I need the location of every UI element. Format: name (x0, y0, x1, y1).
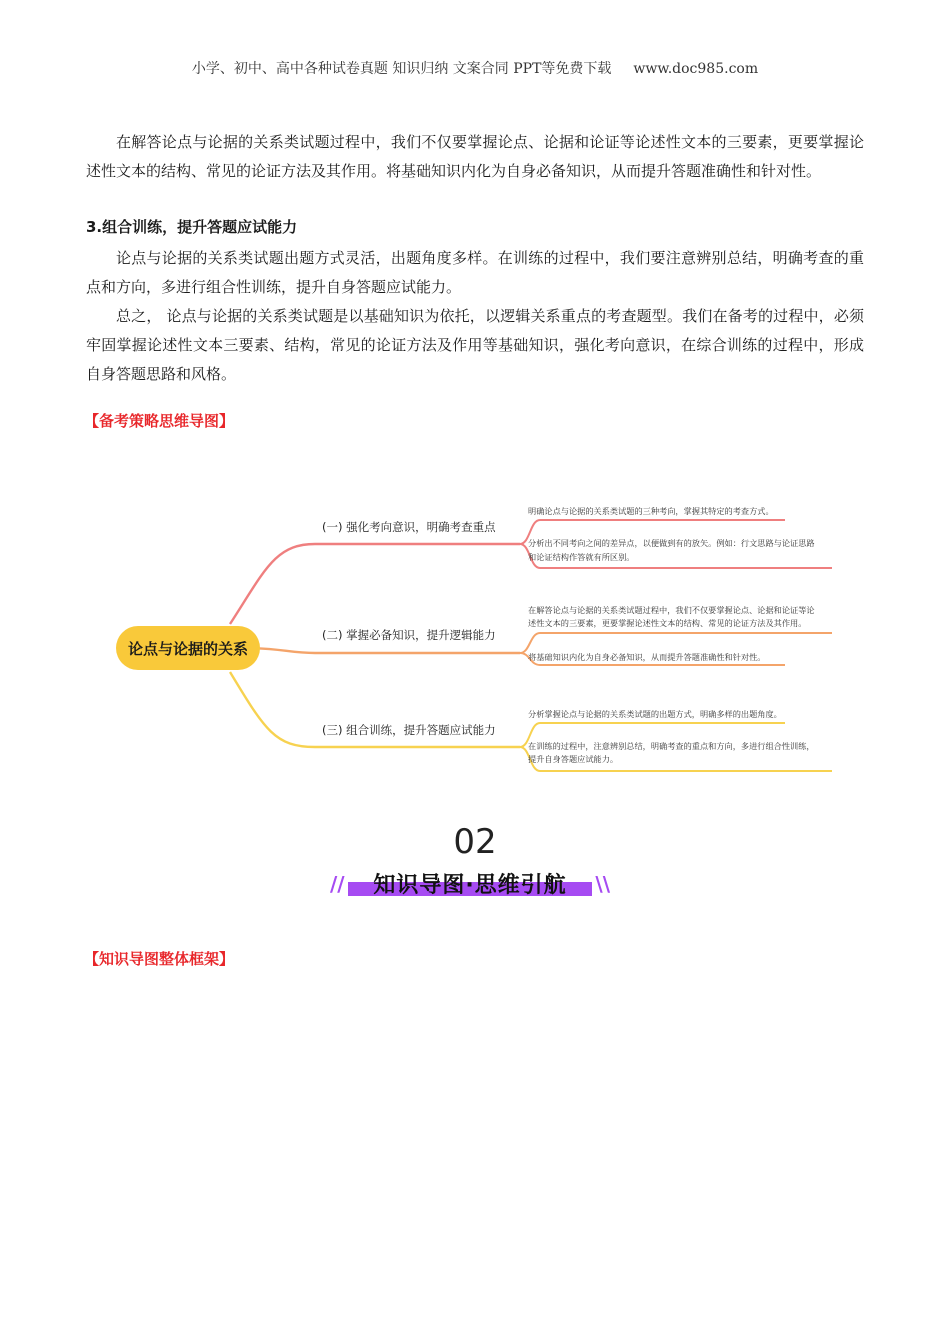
header-text: 小学、初中、高中各种试卷真题 知识归纳 文案合同 PPT等免费下载 (191, 61, 612, 77)
paragraph-2: 论点与论据的关系类试题出题方式灵活，出题角度多样。在训练的过程中，我们要注意辨别总结，明确考查的重点和方向，多进行组合性训练，提升自身答题应试能力。 (86, 249, 864, 296)
paragraph-3: 总之， 论点与论据的关系类试题是以基础知识为依托，以逻辑关系重点的考查题型。我们在备考的过程中，必须牢固掌握论述性文本三要素、结构，常见的论证方法及作用等基础知识，强化考向意识，在综合训练的过程中，形成自身答题思路和风格。 (86, 307, 864, 383)
section-number: 02 (453, 822, 497, 862)
leaf-2-2-line-1: 将基础知识内化为自身必备知识，从而提升答题准确性和针对性。 (528, 652, 766, 662)
section-title: 知识导图·思维引航 (373, 873, 567, 898)
leaf-1-2-line-1: 分析出不同考向之间的差异点，以便做到有的放矢。例如：行文思路与论证思路 (528, 538, 815, 548)
paragraph-1: 在解答论点与论据的关系类试题过程中，我们不仅要掌握论点、论据和论证等论述性文本的三要素，更要掌握论述性文本的结构、常见的论证方法及其作用。将基础知识内化为自身必备知识，从而提升答题准确性和针对性。 (86, 133, 864, 180)
leaf-3-1-line-1: 分析掌握论点与论据的关系类试题的出题方式，明确多样的出题角度。 (528, 709, 782, 719)
header-site: www.doc985.com (633, 61, 759, 77)
heading-3: 3.组合训练，提升答题应试能力 (86, 218, 298, 236)
branch-2-label: (二) 掌握必备知识，提升逻辑能力 (322, 628, 496, 642)
leaf-1-1-line-1: 明确论点与论据的关系类试题的三种考向，掌握其特定的考查方式。 (528, 506, 774, 516)
branch-1-connector (230, 544, 520, 624)
leaf-3-2-line-1: 在训练的过程中，注意辨别总结，明确考查的重点和方向，多进行组合性训练， (528, 741, 815, 751)
slash-left-decoration: // (330, 872, 345, 896)
branch-3-label: (三) 组合训练，提升答题应试能力 (322, 723, 496, 737)
center-node-label: 论点与论据的关系 (127, 640, 249, 658)
framework-title: 【知识导图整体框架】 (84, 950, 235, 968)
strategy-mind-map (100, 480, 840, 800)
strategy-map-title: 【备考策略思维导图】 (84, 412, 235, 430)
leaf-3-2-line-2: 提升自身答题应试能力。 (528, 754, 619, 764)
leaf-2-1-line-1: 在解答论点与论据的关系类试题过程中，我们不仅要掌握论点、论据和论证等论 (528, 605, 815, 615)
leaf-2-1-line-2: 述性文本的三要素，更要掌握论述性文本的结构、常见的论证方法及其作用。 (528, 618, 807, 628)
leaf-2-1-connector (520, 633, 832, 653)
page-header (0, 58, 950, 78)
section-title-banner (330, 864, 610, 904)
leaf-1-2-line-2: 和论证结构作答就有所区别。 (528, 552, 635, 562)
slash-right-decoration: \\ (595, 872, 610, 896)
branch-2-connector (245, 648, 520, 653)
branch-1-label: (一) 强化考向意识，明确考查重点 (322, 520, 496, 534)
